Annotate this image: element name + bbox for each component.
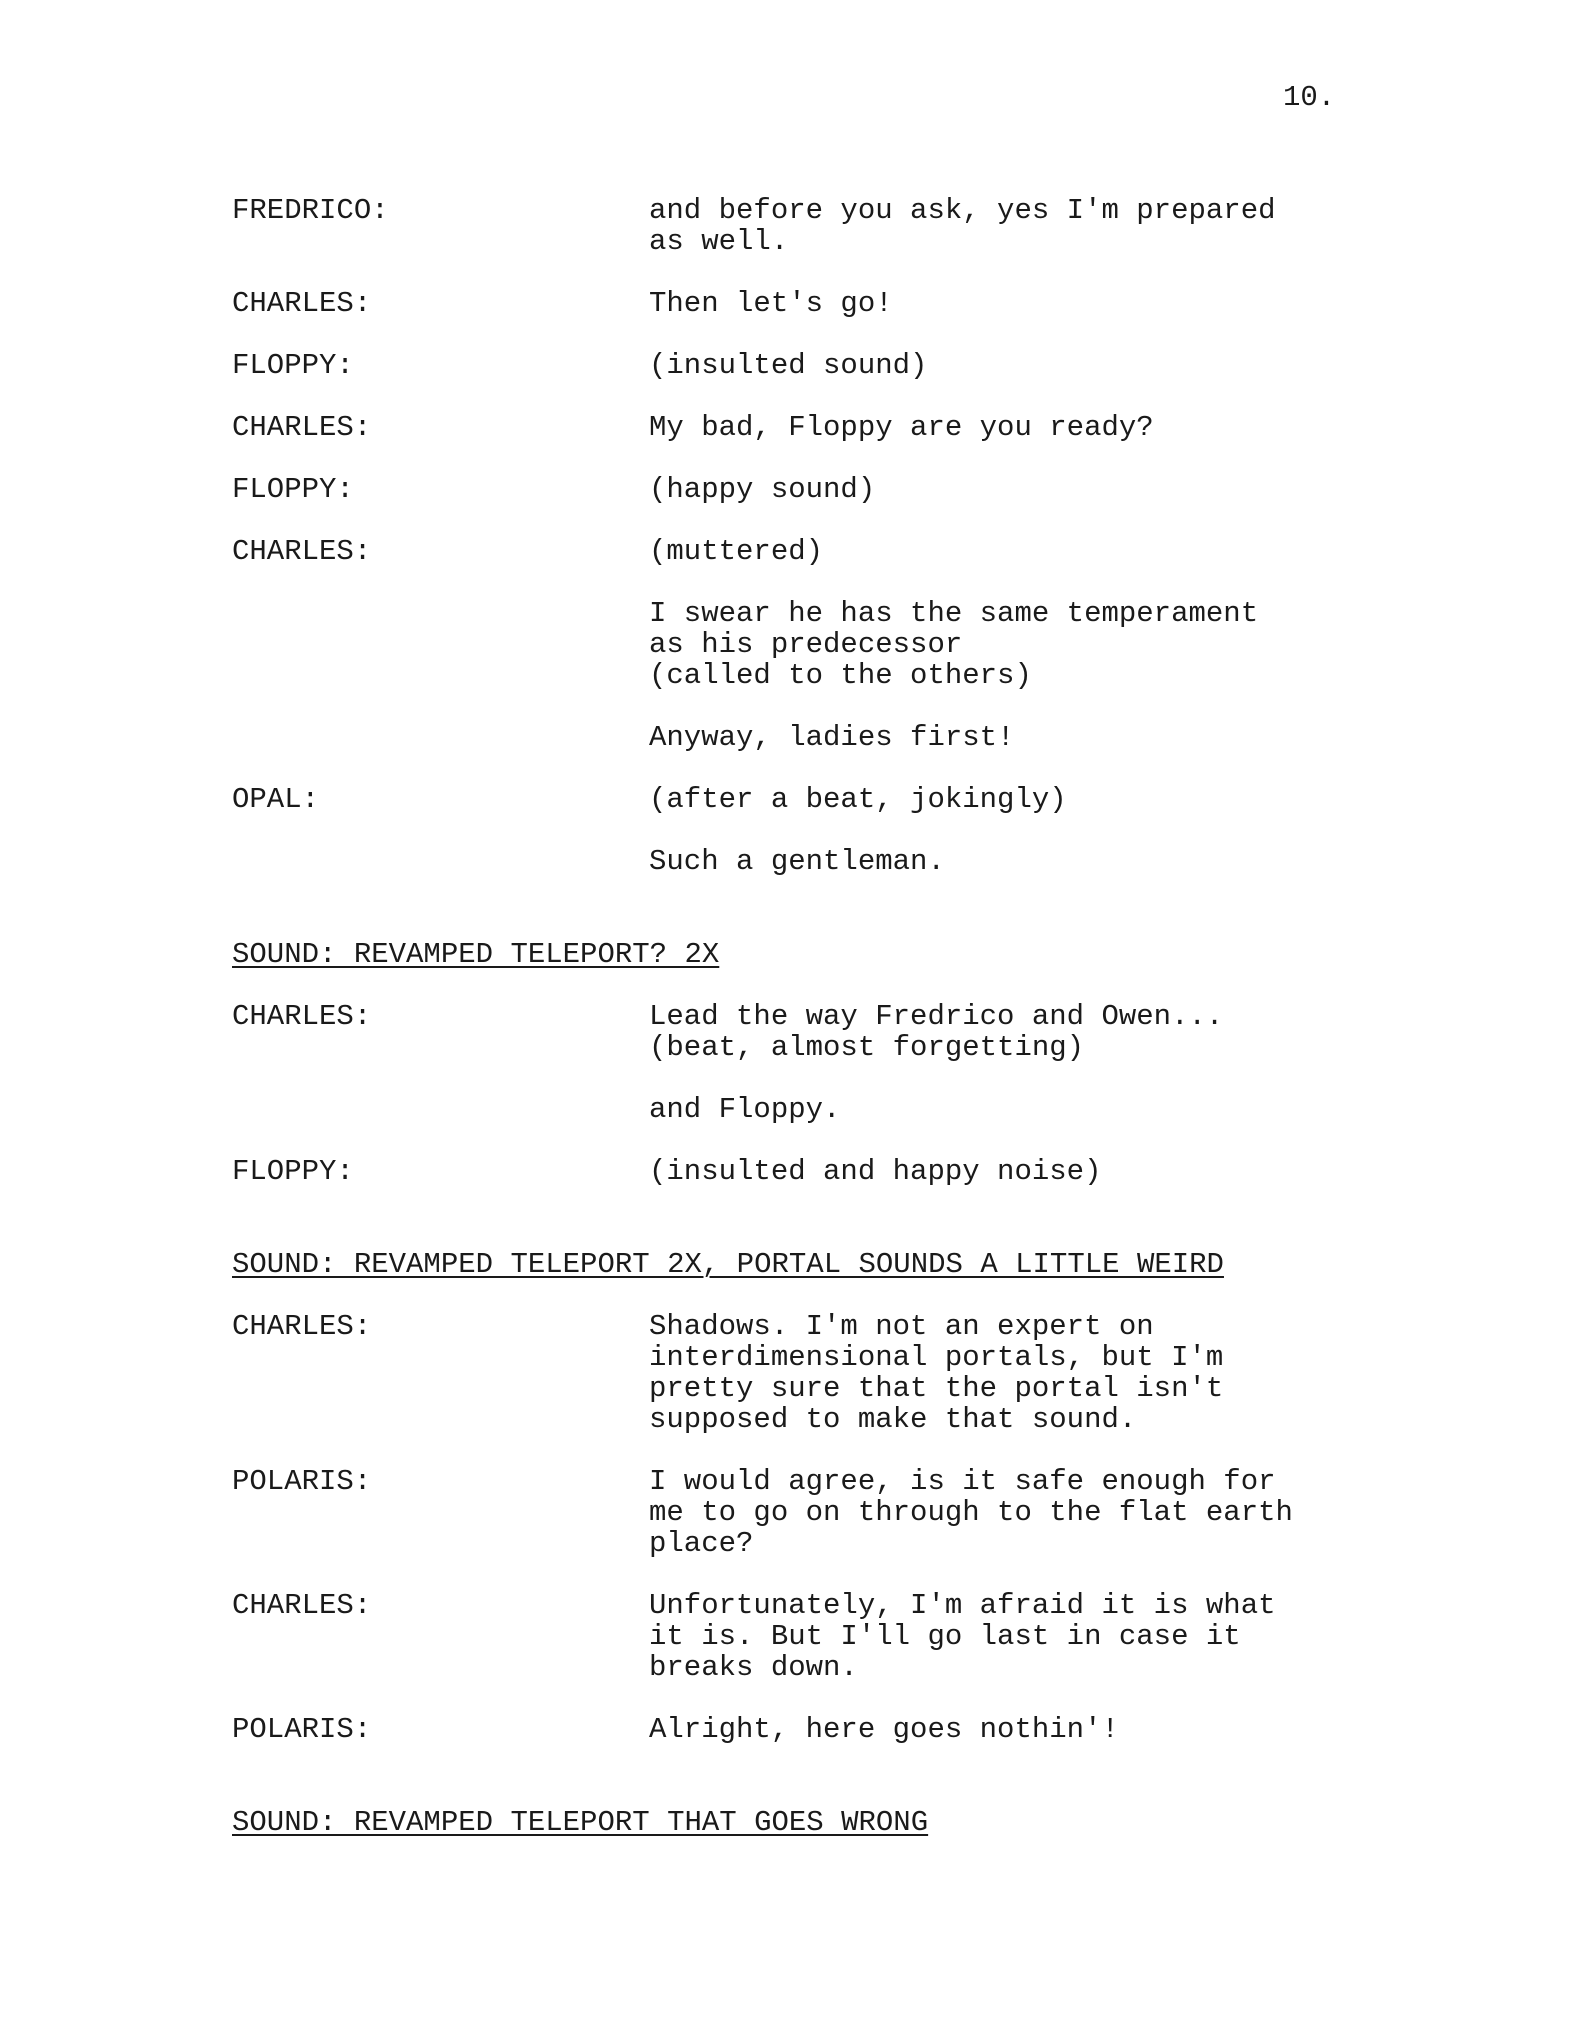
dialogue-line: (called to the others) <box>649 659 1032 692</box>
dialogue-block <box>232 1714 1372 1745</box>
dialogue-text <box>649 1714 1372 1745</box>
dialogue-line: place? <box>649 1527 754 1560</box>
dialogue-line: as well. <box>649 225 789 258</box>
dialogue-text <box>649 846 1372 877</box>
dialogue-block <box>232 288 1372 319</box>
dialogue-line: Such a gentleman. <box>649 845 945 878</box>
dialogue-block <box>232 1001 1372 1063</box>
speaker-name: OPAL: <box>232 783 320 816</box>
dialogue-block <box>232 1311 1372 1435</box>
speaker-name: FLOPPY: <box>232 349 354 382</box>
dialogue-text <box>649 350 1372 381</box>
dialogue-line: interdimensional portals, but I'm <box>649 1341 1224 1374</box>
sound-cue <box>232 939 1372 970</box>
dialogue-text <box>649 1094 1372 1125</box>
dialogue-block <box>232 412 1372 443</box>
dialogue-block <box>232 846 1372 877</box>
dialogue-line: supposed to make that sound. <box>649 1403 1137 1436</box>
dialogue-text <box>649 288 1372 319</box>
dialogue-line: (beat, almost forgetting) <box>649 1031 1085 1064</box>
dialogue-line: it is. But I'll go last in case it <box>649 1620 1241 1653</box>
dialogue-block <box>232 474 1372 505</box>
speaker-name: FREDRICO: <box>232 194 389 227</box>
speaker-name: CHARLES: <box>232 1000 372 1033</box>
sound-cue <box>232 1249 1372 1280</box>
sound-cue-text: SOUND: REVAMPED TELEPORT THAT GOES WRONG <box>232 1806 929 1839</box>
sound-cue-text: SOUND: REVAMPED TELEPORT 2X, PORTAL SOUNDS A LITTLE WEIRD <box>232 1248 1224 1281</box>
dialogue-block <box>232 722 1372 753</box>
dialogue-text <box>649 1590 1372 1683</box>
dialogue-line: and before you ask, yes I'm prepared <box>649 194 1276 227</box>
dialogue-text <box>649 195 1372 257</box>
dialogue-line: (happy sound) <box>649 473 876 506</box>
dialogue-line: Alright, here goes nothin'! <box>649 1713 1119 1746</box>
dialogue-block <box>232 784 1372 815</box>
dialogue-text <box>649 474 1372 505</box>
dialogue-line: as his predecessor <box>649 628 963 661</box>
dialogue-text <box>649 598 1372 691</box>
page-number: 10. <box>1283 81 1336 114</box>
dialogue-text <box>649 1156 1372 1187</box>
dialogue-text <box>649 722 1372 753</box>
dialogue-line: Unfortunately, I'm afraid it is what <box>649 1589 1276 1622</box>
dialogue-text <box>649 536 1372 567</box>
speaker-name <box>232 1094 649 1125</box>
speaker-name: POLARIS: <box>232 1713 372 1746</box>
dialogue-line: Anyway, ladies first! <box>649 721 1015 754</box>
dialogue-line: Lead the way Fredrico and Owen... <box>649 1000 1224 1033</box>
dialogue-line: (insulted and happy noise) <box>649 1155 1102 1188</box>
dialogue-line: (after a beat, jokingly) <box>649 783 1067 816</box>
speaker-name <box>232 846 649 877</box>
dialogue-block <box>232 598 1372 691</box>
dialogue-line: (insulted sound) <box>649 349 928 382</box>
dialogue-block <box>232 195 1372 257</box>
dialogue-line: me to go on through to the flat earth <box>649 1496 1293 1529</box>
dialogue-block <box>232 536 1372 567</box>
speaker-name: CHARLES: <box>232 1310 372 1343</box>
sound-cue-text: SOUND: REVAMPED TELEPORT? 2X <box>232 938 720 971</box>
speaker-name: FLOPPY: <box>232 473 354 506</box>
dialogue-line: (muttered) <box>649 535 824 568</box>
speaker-name: POLARIS: <box>232 1465 372 1498</box>
dialogue-line: breaks down. <box>649 1651 858 1684</box>
dialogue-text <box>649 1311 1372 1435</box>
speaker-name: CHARLES: <box>232 287 372 320</box>
dialogue-block <box>232 1156 1372 1187</box>
dialogue-block <box>232 1466 1372 1559</box>
dialogue-line: My bad, Floppy are you ready? <box>649 411 1154 444</box>
dialogue-block <box>232 350 1372 381</box>
dialogue-line: and Floppy. <box>649 1093 841 1126</box>
speaker-name <box>232 598 649 691</box>
speaker-name: FLOPPY: <box>232 1155 354 1188</box>
dialogue-text <box>649 784 1372 815</box>
speaker-name: CHARLES: <box>232 535 372 568</box>
dialogue-text <box>649 412 1372 443</box>
dialogue-block <box>232 1590 1372 1683</box>
dialogue-line: I swear he has the same temperament <box>649 597 1259 630</box>
dialogue-line: pretty sure that the portal isn't <box>649 1372 1224 1405</box>
dialogue-line: I would agree, is it safe enough for <box>649 1465 1276 1498</box>
script-body <box>232 195 1372 1838</box>
dialogue-text <box>649 1001 1372 1063</box>
dialogue-block <box>232 1094 1372 1125</box>
speaker-name <box>232 722 649 753</box>
dialogue-line: Shadows. I'm not an expert on <box>649 1310 1154 1343</box>
dialogue-line: Then let's go! <box>649 287 893 320</box>
speaker-name: CHARLES: <box>232 1589 372 1622</box>
speaker-name: CHARLES: <box>232 411 372 444</box>
sound-cue <box>232 1807 1372 1838</box>
dialogue-text <box>649 1466 1372 1559</box>
